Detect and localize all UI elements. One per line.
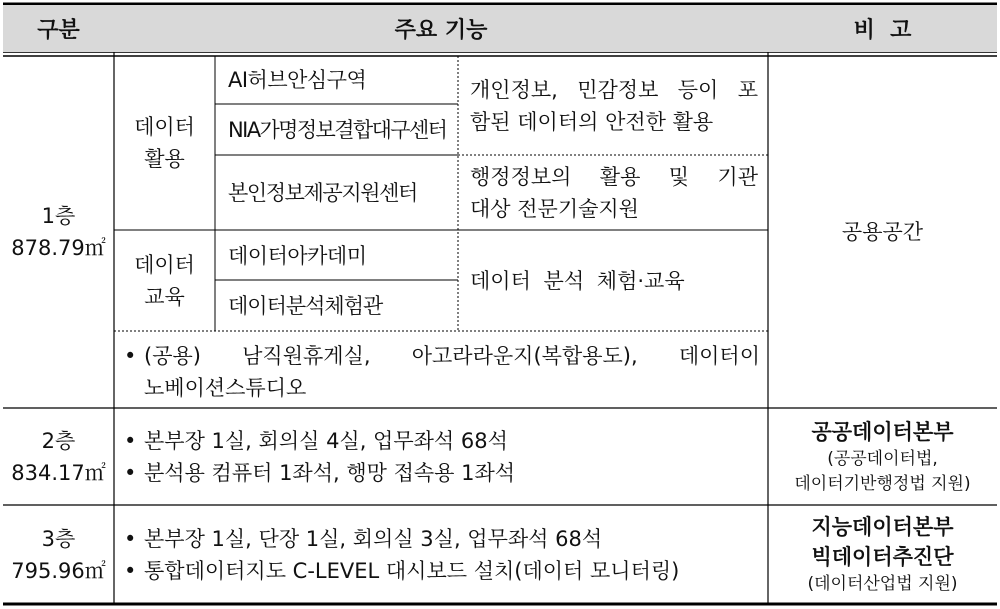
data-use-desc-2: [470, 157, 758, 229]
floor2-note-title: 공공데이터본부: [811, 419, 954, 444]
floor2-functions: [124, 408, 760, 505]
header-category: 구분: [3, 5, 114, 52]
data-edu-desc: 데이터 분석 체험·교육: [470, 269, 685, 293]
list-item: • 통합데이터지도 C-LEVEL 대시보드 설치(데이터 모니터링): [124, 558, 680, 583]
floor3-area: 795.96㎡: [11, 558, 106, 583]
floor1-note: 공용공간: [841, 220, 924, 244]
data-use-label-cell: [114, 56, 215, 230]
data-edu-label-2: 교육: [144, 284, 185, 309]
floor3-label: 3층: [41, 526, 76, 551]
data-use-desc-2-line1: 행정정보의 활용 및 기관: [470, 165, 758, 189]
data-edu-item-experience-hall: 데이터분석체험관: [228, 294, 383, 318]
data-use-desc-1: [470, 58, 758, 154]
floor2-label-cell: [3, 408, 114, 505]
floor1-common-spaces: [124, 340, 760, 406]
list-item: • 분석용 컴퓨터 1좌석, 행망 접속용 1좌석: [124, 460, 516, 485]
floor1-label-cell: [3, 56, 114, 408]
floor2-label: 2층: [41, 428, 76, 453]
floor2-note-sub2: 데이터기반행정법 지원): [794, 473, 971, 494]
list-item: • 본부장 1실, 단장 1실, 회의실 3실, 업무좌석 68석: [124, 526, 603, 551]
floor2-note: [768, 408, 997, 505]
list-item: • 본부장 1실, 회의실 4실, 업무좌석 68석: [124, 428, 508, 453]
data-use-desc-1-line1: 개인정보, 민감정보 등이 포: [470, 78, 758, 102]
data-use-label-1: 데이터: [134, 115, 195, 139]
data-use-item-ai-hub: AI허브안심구역: [228, 68, 367, 92]
floor2-area: 834.17㎡: [11, 460, 106, 485]
floor3-label-cell: [3, 505, 114, 604]
floor1-area: 878.79㎡: [11, 236, 106, 260]
data-edu-label-cell: [114, 230, 215, 331]
data-use-item-personal-info-center: 본인정보제공지원센터: [228, 181, 417, 205]
data-use-desc-2-line2: 대상 전문기술지원: [470, 197, 639, 221]
floor3-note: [768, 505, 997, 604]
floor3-note-sub: (데이터산업법 지원): [807, 574, 958, 594]
data-use-desc-1-line2: 함된 데이터의 안전한 활용: [470, 110, 714, 134]
data-use-label-2: 활용: [144, 147, 185, 171]
data-edu-item-academy: 데이터아카데미: [228, 243, 367, 268]
floor1-label: 1층: [41, 204, 76, 228]
floor1-common-line2: 노베이션스튜디오: [144, 376, 307, 400]
data-use-item-nia-center: NIA가명정보결합대구센터: [228, 118, 447, 142]
header-main-function: 주요 기능: [114, 5, 768, 52]
floor2-note-sub1: (공공데이터법,: [827, 448, 938, 469]
floor3-functions: [124, 505, 760, 604]
floor1-common-line1: (공용) 남직원휴게실, 아고라라운지(복합용도), 데이터이: [144, 344, 760, 368]
floor3-note-title1: 지능데이터본부: [811, 515, 954, 539]
data-edu-label-1: 데이터: [134, 252, 195, 277]
floor3-note-title2: 빅데이터추진단: [811, 545, 954, 569]
bullet: •: [124, 344, 137, 368]
header-remarks: 비 고: [768, 5, 997, 52]
